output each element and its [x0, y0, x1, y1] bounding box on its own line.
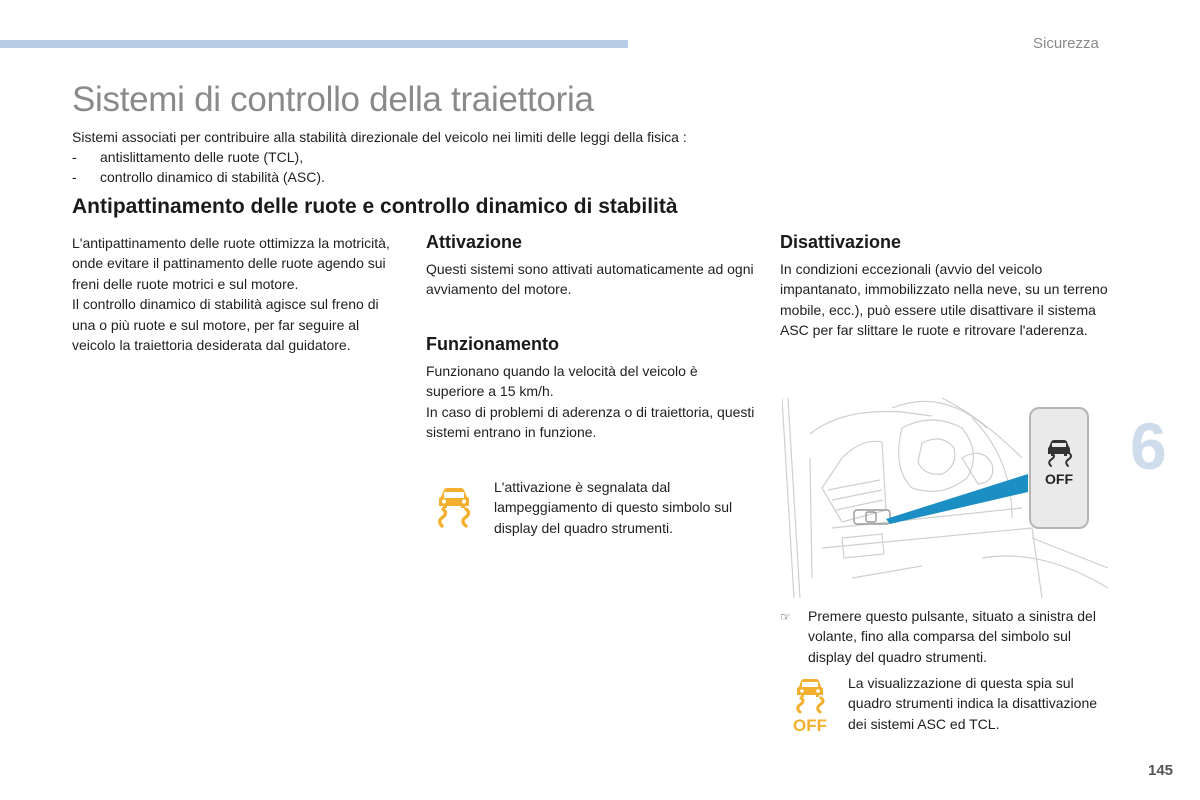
operation-heading: Funzionamento: [426, 334, 559, 354]
description-para: L'antipattinamento delle ruote ottimizza la motricità, onde evitare il pattinamento delle ruote agendo sui freni delle ruote motrici e sul motore.: [72, 235, 390, 292]
intro-bullet: [72, 167, 687, 187]
activation-section: [426, 232, 756, 300]
operation-para: In caso di problemi di aderenza o di traiettoria, questi sistemi entrano in funzione.: [426, 403, 755, 441]
page-title: Sistemi di controllo della traiettoria: [72, 80, 594, 119]
off-icon-label: OFF: [793, 716, 827, 732]
bullet-marker: -: [72, 169, 77, 185]
section-heading: Antipattinamento delle ruote e controllo dinamico di stabilità: [72, 195, 678, 218]
press-button-note: [780, 606, 1110, 667]
bullet-text: controllo dinamico di stabilità (ASC).: [100, 169, 325, 185]
deactivation-text: In condizioni eccezionali (avvio del veicolo impantanato, immobilizzato nella neve, su un terreno mobile, ecc.), può essere utile disattivare il sistema ASC per far slittare le ruote e ritrovare l'aderenza.: [780, 261, 1108, 339]
dashboard-illustration: [782, 398, 1108, 598]
activation-text: Questi sistemi sono attivati automaticamente ad ogni avviamento del motore.: [426, 261, 754, 298]
skid-warning-icon: [434, 486, 474, 528]
bullet-text: antislittamento delle ruote (TCL),: [100, 149, 304, 165]
skid-off-warning-icon: [790, 678, 830, 732]
deactivation-heading: Disattivazione: [780, 232, 902, 252]
bullet-marker: -: [72, 149, 77, 165]
section-label: Sicurezza: [1033, 35, 1099, 52]
page-number: 145: [1148, 762, 1174, 779]
intro-bullet: [72, 147, 687, 167]
header-accent-bar: [0, 40, 628, 48]
activation-note-text: L'attivazione è segnalata dal lampeggiamento di questo simbolo sul display del quadro strumenti.: [494, 479, 733, 536]
press-note-text: Premere questo pulsante, situato a sinistra del volante, fino alla comparsa del simbolo sul display del quadro strumenti.: [808, 608, 1096, 665]
operation-section: [426, 334, 756, 443]
intro-text: Sistemi associati per contribuire alla stabilità direzionale del veicolo nei limiti delle leggi della fisica :: [72, 129, 687, 145]
off-note-text: La visualizzazione di questa spia sul quadro strumenti indica la disattivazione dei sistemi ASC ed TCL.: [848, 675, 1098, 732]
hand-pointer-icon: ☞: [780, 610, 791, 624]
activation-heading: Attivazione: [426, 232, 523, 252]
chapter-tab-number: 6: [1130, 409, 1167, 483]
column-description: [72, 233, 404, 355]
description-para: Il controllo dinamico di stabilità agisce sul freno di una o più ruote e sul motore, per far seguire al veicolo la traiettoria desiderata dal guidatore.: [72, 296, 379, 354]
off-button-label: OFF: [1045, 471, 1073, 487]
operation-text: [426, 361, 756, 443]
deactivation-section: [780, 232, 1110, 341]
operation-para: Funzionano quando la velocità del veicolo è superiore a 15 km/h.: [426, 363, 698, 400]
intro-block: [72, 127, 687, 187]
